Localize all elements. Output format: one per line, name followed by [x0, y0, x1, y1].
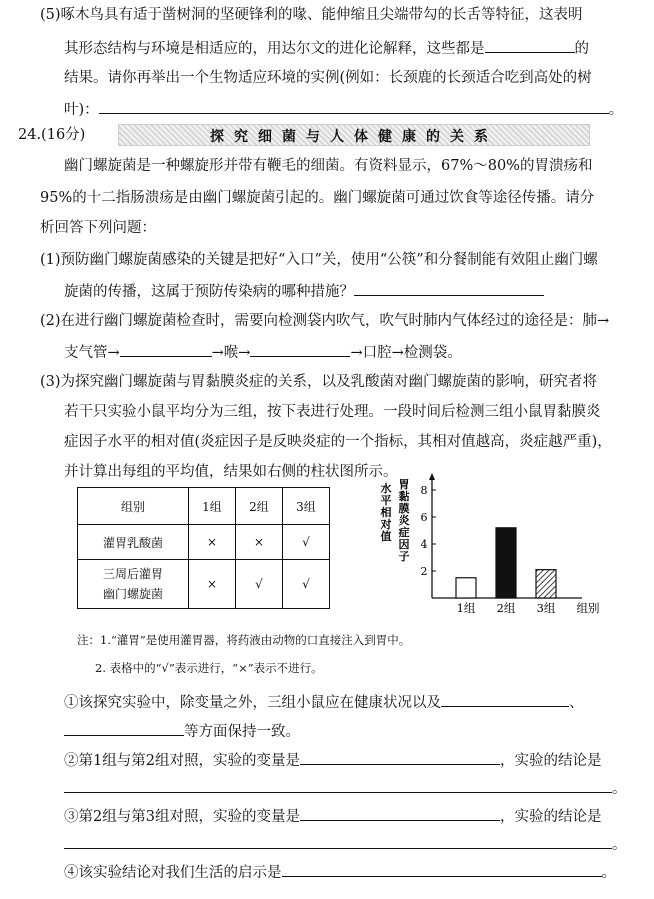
answer-2-blank-conclusion[interactable]	[64, 778, 612, 793]
y-tick-label: 4	[420, 538, 428, 551]
table-header-row	[78, 488, 330, 525]
answer-2-end: 。	[612, 781, 627, 797]
table-row-label: 灌胃乳酸菌	[78, 525, 189, 560]
table-row-label-line1: 三周后灌胃	[102, 567, 163, 581]
q24-p2-line2	[64, 342, 462, 362]
q5-line2-text: 其形态结构与环境是相适应的，用达尔文的进化论解释，这些都是	[64, 41, 485, 57]
table-cell: √	[283, 525, 330, 560]
table-cell: √	[236, 560, 283, 609]
answer-1-end: 等方面保持一致。	[184, 724, 300, 740]
y-axis-label-inner-char: 症	[398, 526, 410, 539]
y-axis-label-outer-char: 值	[380, 530, 392, 543]
q24-number: 24.(16分)	[18, 127, 86, 143]
table-row-label	[78, 560, 189, 609]
y-axis-arrow	[429, 473, 435, 480]
table-row-label-line2: 幽门螺旋菌	[102, 587, 163, 601]
q24-p1-text: 旋菌的传播，这属于预防传染病的哪种措施？	[64, 284, 354, 300]
q5-line4-end: 。	[608, 102, 624, 118]
y-axis-label-inner-char: 子	[398, 550, 410, 563]
q24-intro3: 析回答下列问题：	[40, 220, 156, 236]
table-header: 组别	[78, 488, 189, 525]
table-cell: √	[283, 560, 330, 609]
table-header: 2组	[236, 488, 283, 525]
q24-p2-text-b: →喉→	[211, 345, 251, 361]
q5-line4	[64, 99, 623, 119]
table-cell: ×	[236, 525, 283, 560]
q5-line4-text: 叶)：	[64, 102, 99, 118]
answer-4-blank[interactable]	[282, 862, 602, 877]
x-tick-label: 3组	[536, 601, 556, 615]
answer-4-end: 。	[601, 865, 616, 881]
q24-p3-line2: 若干只实验小鼠平均分为三组，按下表进行处理。一段时间后检测三组小鼠胃黏膜炎	[64, 404, 601, 420]
answer-2-text: ②第1组与第2组对照，实验的变量是	[64, 753, 300, 769]
y-tick-label: 6	[420, 511, 428, 524]
q24-p1-line2	[64, 281, 544, 301]
answer-2-line1	[64, 750, 601, 770]
x-axis-label: 组别	[576, 601, 600, 615]
bar	[536, 570, 556, 598]
y-axis-label-inner-char: 黏	[398, 490, 410, 503]
answer-4-line1	[64, 862, 616, 882]
answer-4-text: ④该实验结论对我们生活的启示是	[64, 865, 282, 881]
q24-p2-blank1[interactable]	[120, 342, 212, 357]
answer-1-blank1[interactable]	[441, 692, 569, 707]
q24-p1-line1: (1)预防幽门螺旋菌感染的关键是把好“入口”关，使用“公筷”和分餐制能有效阻止幽门螺	[40, 252, 598, 268]
q24-p2-text-a: 支气管→	[64, 345, 120, 361]
answer-2-text-b: ，实验的结论是	[499, 753, 602, 769]
note-2: 2. 表格中的“√”表示进行，“×”表示不进行。	[95, 661, 323, 675]
y-axis-label-inner-char: 胃	[398, 478, 410, 491]
q24-intro2: 95%的十二指肠溃疡是由幽门螺旋菌引起的。幽门螺旋菌可通过饮食等途径传播。请分	[40, 190, 595, 206]
table-row	[78, 525, 330, 560]
q24-p1-blank[interactable]	[354, 281, 544, 296]
q5-line2-end: 的	[574, 41, 589, 57]
answer-1-line2	[64, 721, 300, 741]
q24-p2-line1: (2)在进行幽门螺旋菌检查时，需要向检测袋内吹气，吹气时肺内气体经过的途径是：肺→	[40, 313, 610, 329]
y-tick-label: 2	[420, 565, 428, 578]
x-tick-label: 1组	[456, 601, 476, 615]
q24-p3-line4: 并计算出每组的平均值，结果如右侧的柱状图所示。	[64, 464, 398, 480]
y-tick-label: 8	[420, 484, 428, 497]
q24-p3-line3: 症因子水平的相对值(炎症因子是反映炎症的一个指标，其相对值越高，炎症越严重)，	[64, 434, 612, 450]
answer-1-blank2[interactable]	[64, 721, 184, 736]
y-axis-label-outer-char: 对	[380, 518, 392, 531]
answer-3-text-b: ，实验的结论是	[499, 809, 602, 825]
table-cell: ×	[189, 525, 236, 560]
answer-1-line1	[64, 692, 584, 712]
y-axis-label-inner-char: 膜	[398, 502, 410, 515]
y-axis-label-outer-char: 平	[380, 494, 392, 507]
y-axis-label-inner	[398, 477, 411, 563]
y-axis-label-inner-char: 炎	[398, 514, 410, 527]
q5-line2	[64, 38, 589, 58]
note-1: 注：1.“灌胃”是使用灌胃器，将药液由动物的口直接注入到胃中。	[77, 633, 411, 647]
q24-intro1: 幽门螺旋菌是一种螺旋形并带有鞭毛的细菌。有资料显示，67%～80%的胃溃疡和	[64, 158, 593, 174]
answer-1-sep: 、	[569, 695, 584, 711]
answer-3-blank-conclusion[interactable]	[64, 834, 612, 849]
bar	[456, 578, 476, 598]
answer-2-blank-variable[interactable]	[300, 750, 500, 765]
answer-3-blank-variable[interactable]	[300, 806, 500, 821]
answer-3-end: 。	[612, 837, 627, 853]
y-axis-label-inner-char: 因	[398, 538, 410, 551]
table-header: 3组	[283, 488, 330, 525]
table-cell: ×	[189, 560, 236, 609]
answer-1-text: ①该探究实验中，除变量之外，三组小鼠应在健康状况以及	[64, 695, 441, 711]
answer-2-line2	[64, 778, 627, 798]
answer-3-text: ③第2组与第3组对照，实验的变量是	[64, 809, 300, 825]
table-row	[78, 560, 330, 609]
inflammation-bar-chart	[360, 470, 630, 630]
q24-title-band	[118, 124, 590, 146]
q24-title: 探究细菌与人体健康的关系	[210, 129, 498, 145]
experiment-table	[77, 487, 330, 609]
q24-p2-blank2[interactable]	[250, 342, 350, 357]
y-axis-label-outer-char: 水	[380, 482, 392, 495]
answer-3-line2	[64, 834, 627, 854]
q24-p2-text-c: →口腔→检测袋。	[350, 345, 462, 361]
table-header: 1组	[189, 488, 236, 525]
q24-p3-line1: (3)为探究幽门螺旋菌与胃黏膜炎症的关系，以及乳酸菌对幽门螺旋菌的影响，研究者将	[40, 374, 598, 390]
q5-line3: 结果。请你再举出一个生物适应环境的实例(例如：长颈鹿的长颈适合吃到高处的树	[64, 70, 592, 86]
y-axis-label-outer	[380, 481, 392, 543]
y-axis-label-outer-char: 相	[380, 506, 392, 519]
x-tick-label: 2组	[496, 601, 516, 615]
q5-blank-evolution[interactable]	[485, 38, 575, 53]
bar	[496, 528, 516, 598]
q5-blank-example[interactable]	[99, 99, 609, 114]
q5-line1: (5)啄木鸟具有适于凿树洞的坚硬锋利的喙、能伸缩且尖端带勾的长舌等特征，这表明	[40, 7, 583, 23]
answer-3-line1	[64, 806, 601, 826]
